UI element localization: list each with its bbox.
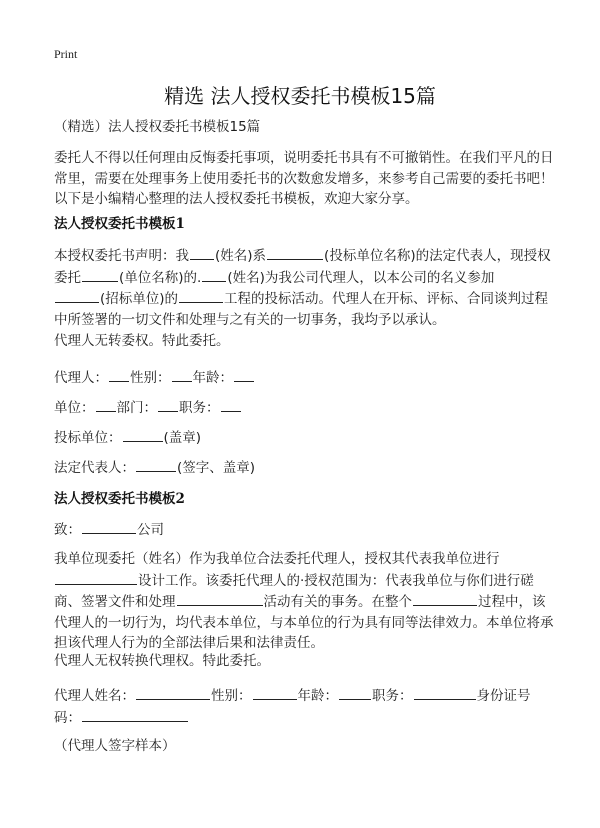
to-label: 致： <box>54 522 81 538</box>
blank-activity <box>177 591 263 606</box>
blank-gender <box>253 685 297 700</box>
position-label: 职务： <box>179 400 220 416</box>
blank-bidder-name <box>267 245 323 260</box>
blank-agent-name <box>202 267 226 282</box>
blank-design-project <box>55 570 137 585</box>
template1-legal-rep-line <box>54 457 554 479</box>
intro-paragraph: 委托人不得以任何理由反悔委托事项，说明委托书具有不可撤销性。在我们平凡的日常里，需要在处理事务上使用委托书的次数愈发增多，来参考自己需要的委托书吧！以下是小编精心整理的法人授权委托书模板，欢迎大家分享。 <box>54 150 554 207</box>
text-segment: 工程的投标活动。代理人在开标、评标、合同谈判过程中所签署的一切文件和处理与之有关的一切事务，我均予以承认。 <box>54 291 549 328</box>
template2-no-transfer: 代理人无权转换代理权。特此委托。 <box>54 653 270 669</box>
sign-seal-note: (签字、盖章) <box>177 460 256 476</box>
gender-label: 性别： <box>130 370 171 386</box>
template2-heading: 法人授权委托书模板2 <box>54 491 185 507</box>
blank-unit <box>96 397 116 412</box>
dept-label: 部门： <box>116 400 157 416</box>
template1-unit-line <box>54 397 554 419</box>
blank-gender <box>172 367 192 382</box>
text-segment: 过程中，该代理人的一切行为，均代表本单位，与本单位的行为具有同等法律效力。本单位将承担该代理人行为的全部法律后果和法律责任。 <box>54 594 554 651</box>
blank-tender-unit <box>55 288 99 303</box>
print-label: Print <box>54 47 78 61</box>
blank-dept <box>158 397 178 412</box>
template1-bidder-line <box>54 427 554 449</box>
document-subtitle: （精选）法人授权委托书模板15篇 <box>54 119 261 135</box>
position-label: 职务： <box>372 688 413 704</box>
seal-note: (盖章) <box>163 430 202 446</box>
text-segment: 设计工作。该委托代理人的·授权范围为：代表我单位与你们进行磋商、签署文件和处理 <box>54 572 534 610</box>
template1-no-transfer: 代理人无转委权。特此委托。 <box>54 333 230 349</box>
blank-company <box>82 519 136 534</box>
gender-label: 性别： <box>211 688 252 704</box>
bidder-label: 投标单位： <box>54 430 122 446</box>
text-segment: (姓名)系 <box>215 248 267 264</box>
legal-rep-label: 法定代表人： <box>54 460 135 476</box>
blank-agent-name <box>136 685 210 700</box>
template2-paragraph <box>54 549 554 654</box>
age-label: 年龄： <box>192 370 233 386</box>
blank-agent <box>109 367 129 382</box>
agent-label: 代理人： <box>54 370 108 386</box>
blank-position <box>414 685 476 700</box>
agent-name-label: 代理人姓名： <box>54 688 135 704</box>
blank-age <box>234 367 254 382</box>
text-segment: (单位名称)的. <box>119 269 202 286</box>
blank-id-number <box>82 707 188 722</box>
unit-label: 单位： <box>54 400 95 416</box>
blank-unit-name <box>82 267 118 282</box>
text-segment: 活动有关的事务。在整个 <box>263 594 412 610</box>
blank-process <box>413 591 477 606</box>
template1-agent-line <box>54 367 554 389</box>
company-suffix: 公司 <box>137 522 164 538</box>
blank-name <box>190 245 214 260</box>
blank-position <box>221 397 241 412</box>
blank-project <box>179 288 223 303</box>
id-number-label: 身份证号码： <box>54 688 531 726</box>
document-title: 精选 法人授权委托书模板15篇 <box>164 84 436 108</box>
text-segment: (姓名)为我公司代理人，以本公司的名义参加 <box>227 269 495 286</box>
blank-age <box>339 685 371 700</box>
blank-bidder-seal <box>123 427 163 442</box>
text-segment: 我单位现委托（姓名）作为我单位合法委托代理人，授权其代表我单位进行 <box>54 551 500 567</box>
template2-to-line <box>54 519 554 541</box>
template2-signature-line <box>54 685 554 728</box>
template1-paragraph <box>54 245 554 330</box>
agent-signature-sample-label: （代理人签字样本） <box>54 738 176 754</box>
text-segment: (招标单位)的 <box>100 291 179 307</box>
age-label: 年龄： <box>297 688 338 704</box>
template1-heading: 法人授权委托书模板1 <box>54 216 185 232</box>
blank-legal-rep <box>136 457 176 472</box>
text-segment: (投标单位名称)的法定代表人，现授权委托 <box>54 248 551 286</box>
text-segment: 本授权委托书声明：我 <box>54 248 189 264</box>
